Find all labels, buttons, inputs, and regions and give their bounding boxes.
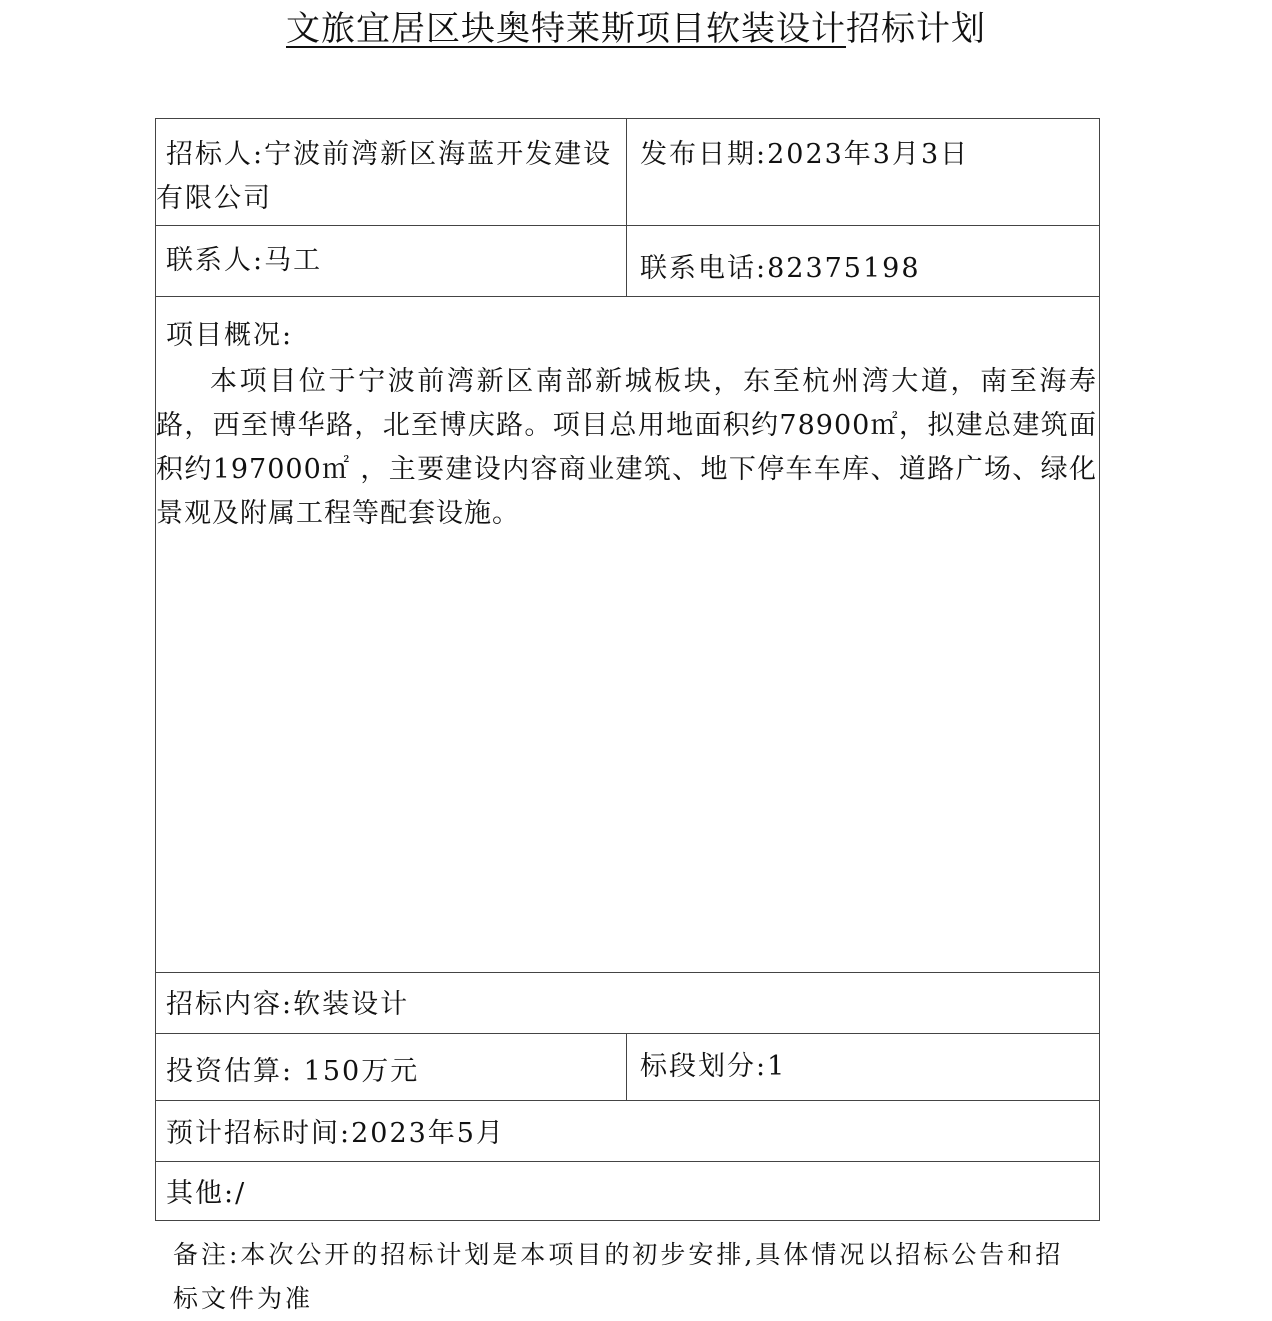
document-title [0, 6, 1272, 52]
publish-date-field: 发布日期:2023年3月3日 [640, 139, 970, 170]
row-divider [156, 1100, 1099, 1101]
row-divider [156, 296, 1099, 297]
overview-text: 本项目位于宁波前湾新区南部新城板块，东至杭州湾大道，南至海寿路，西至博华路，北至博庆路。项目总用地面积约78900㎡，拟建总建筑面积约197000㎡ ，主要建设内容商业建筑、地下停车车库、道路广场、绿化景观及附属工程等配套设施。 [156, 366, 1097, 529]
section-division-field: 标段划分:1 [640, 1051, 787, 1082]
column-divider [626, 1033, 627, 1100]
contact-phone-field: 联系电话:82375198 [640, 253, 921, 284]
row-divider [156, 1033, 1099, 1034]
document-title-rest: 招标计划 [846, 9, 986, 49]
tender-content-field: 招标内容:软装设计 [166, 989, 410, 1020]
row-divider [156, 972, 1099, 973]
expected-tender-time-field: 预计招标时间:2023年5月 [166, 1118, 505, 1149]
investment-estimate-field: 投资估算: 150万元 [166, 1056, 420, 1087]
overview-label: 项目概况: [166, 320, 294, 351]
footer-note: 备注:本次公开的招标计划是本项目的初步安排,具体情况以招标公告和招标文件为准 [173, 1240, 1064, 1313]
contact-person-field: 联系人:马工 [166, 245, 323, 276]
other-field: 其他:/ [166, 1178, 247, 1209]
tenderer-field: 招标人:宁波前湾新区海蓝开发建设有限公司 [156, 139, 613, 214]
column-divider [626, 119, 627, 296]
row-divider [156, 1161, 1099, 1162]
row-divider [156, 225, 1099, 226]
tender-plan-form [155, 118, 1100, 1221]
document-title-underlined: 文旅宜居区块奥特莱斯项目软装设计 [286, 9, 846, 49]
